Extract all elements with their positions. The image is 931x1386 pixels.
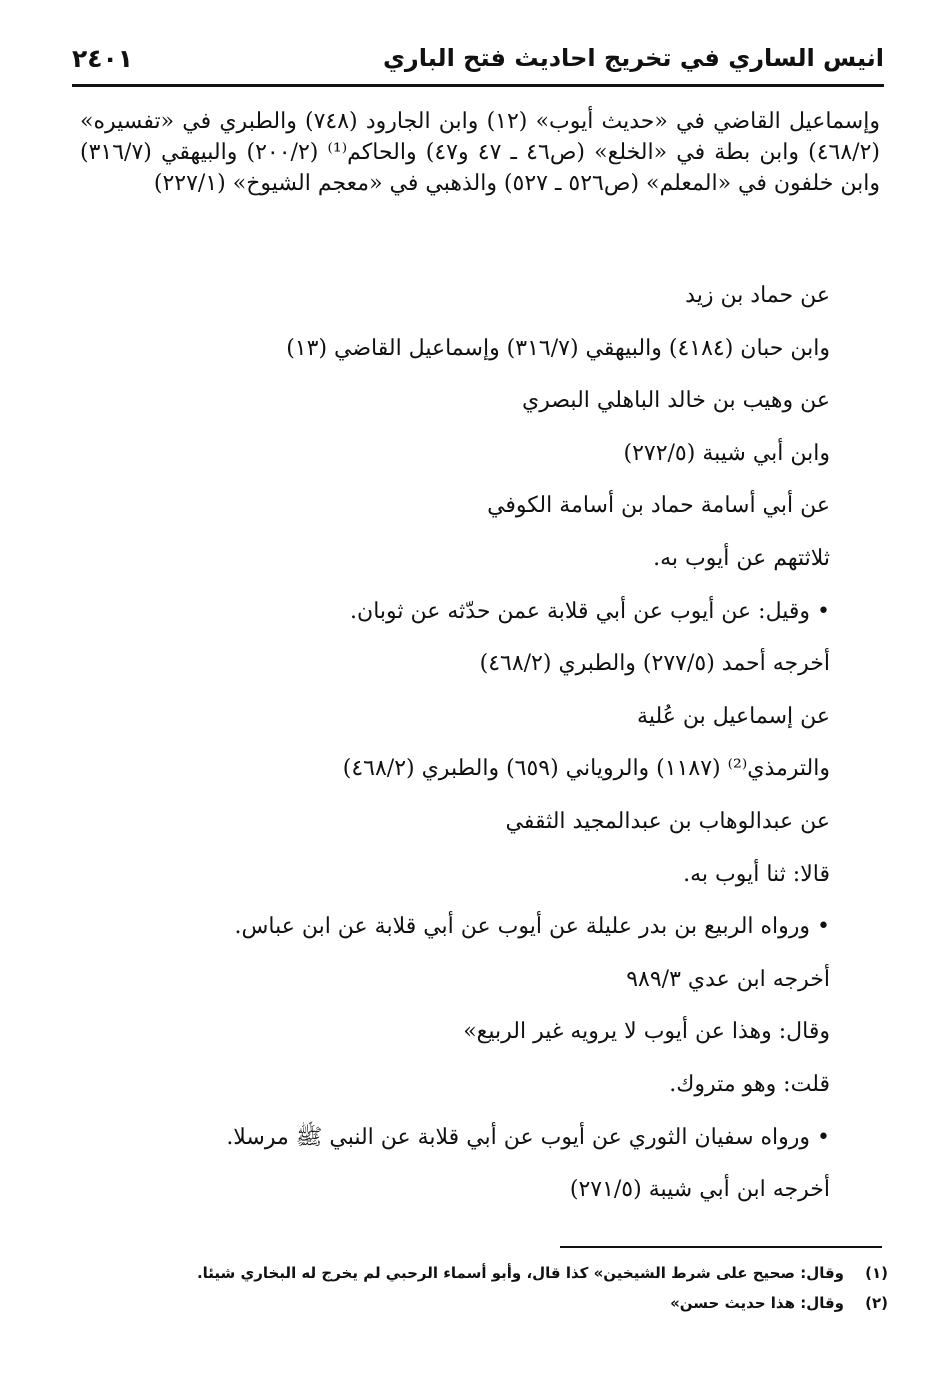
- text-line: عن أبي أسامة حماد بن أسامة الكوفي: [487, 493, 830, 519]
- text-line: عن إسماعيل بن عُلية: [637, 703, 830, 729]
- footnote-marker: (٢): [865, 1294, 888, 1312]
- text-line: • ورواه الربيع بن بدر عليلة عن أيوب عن أبي قلابة عن ابن عباس.: [234, 914, 830, 940]
- text-line: ثلاثتهم عن أيوب به.: [653, 545, 830, 571]
- footnotes: [150, 1258, 888, 1318]
- main-text: [80, 106, 880, 200]
- text-line: أخرجه ابن أبي شيبة (٢٧١/٥): [569, 1177, 830, 1203]
- footnote: [150, 1258, 888, 1288]
- text-line: عن وهيب بن خالد الباهلي البصري: [522, 388, 830, 414]
- page-number: ٢٤٠١: [72, 44, 134, 73]
- footnote-marker: (١): [865, 1264, 888, 1282]
- text-line: • وقيل: عن أيوب عن أبي قلابة عمن حدّثه عن ثوبان.: [350, 598, 830, 624]
- text-line: عن حماد بن زيد: [685, 283, 830, 308]
- text-line: • ورواه سفيان الثوري عن أيوب عن أبي قلابة عن النبي ﷺ مرسلا.: [226, 1124, 830, 1150]
- header-divider: [72, 84, 884, 87]
- footnote-divider: [560, 1246, 882, 1248]
- text-line: وابن حبان (٤١٨٤) والبيهقي (٣١٦/٧) وإسماعيل القاضي (١٣): [286, 335, 830, 361]
- running-header: [72, 42, 884, 86]
- footnote: [150, 1288, 888, 1318]
- text-line: والترمذي⁽²⁾ (١١٨٧) والروياني (٦٥٩) والطبري (٤٦٨/٢): [342, 756, 830, 782]
- narration-list: [140, 270, 830, 1217]
- text-line: قلت: وهو متروك.: [669, 1071, 830, 1097]
- footnote-text: وقال: هذا حديث حسن»: [670, 1294, 844, 1312]
- text-line: أخرجه ابن عدي ٩٨٩/٣: [626, 966, 830, 992]
- text-line: وقال: وهذا عن أيوب لا يرويه غير الربيع»: [463, 1019, 830, 1045]
- text-line: أخرجه أحمد (٢٧٧/٥) والطبري (٤٦٨/٢): [479, 651, 830, 677]
- text-line: وابن أبي شيبة (٢٧٢/٥): [623, 440, 830, 466]
- footnote-text: وقال: صحيح على شرط الشيخين» كذا قال، وأبو أسماء الرحبي لم يخرج له البخاري شيئا.: [196, 1264, 844, 1282]
- text-line: قالا: ثنا أيوب به.: [683, 861, 830, 887]
- text-line: عن عبدالوهاب بن عبدالمجيد الثقفي: [505, 808, 830, 834]
- book-title: انيس الساري في تخريج احاديث فتح الباري: [382, 44, 884, 72]
- opening-paragraph: وإسماعيل القاضي في «حديث أيوب» (١٢) وابن الجارود (٧٤٨) والطبري في «تفسيره» (٤٦٨/٢) وابن بطة في «الخلع» (ص٤٦ ـ ٤٧ و٤٧) والحاكم⁽¹⁾ (٢٠٠/٢) والبيهقي (٣١٦/٧) وابن خلفون في «المعلم» (ص٥٢٦ ـ ٥٢٧) والذهبي في «معجم الشيوخ» (٢٢٧/١): [80, 109, 880, 197]
